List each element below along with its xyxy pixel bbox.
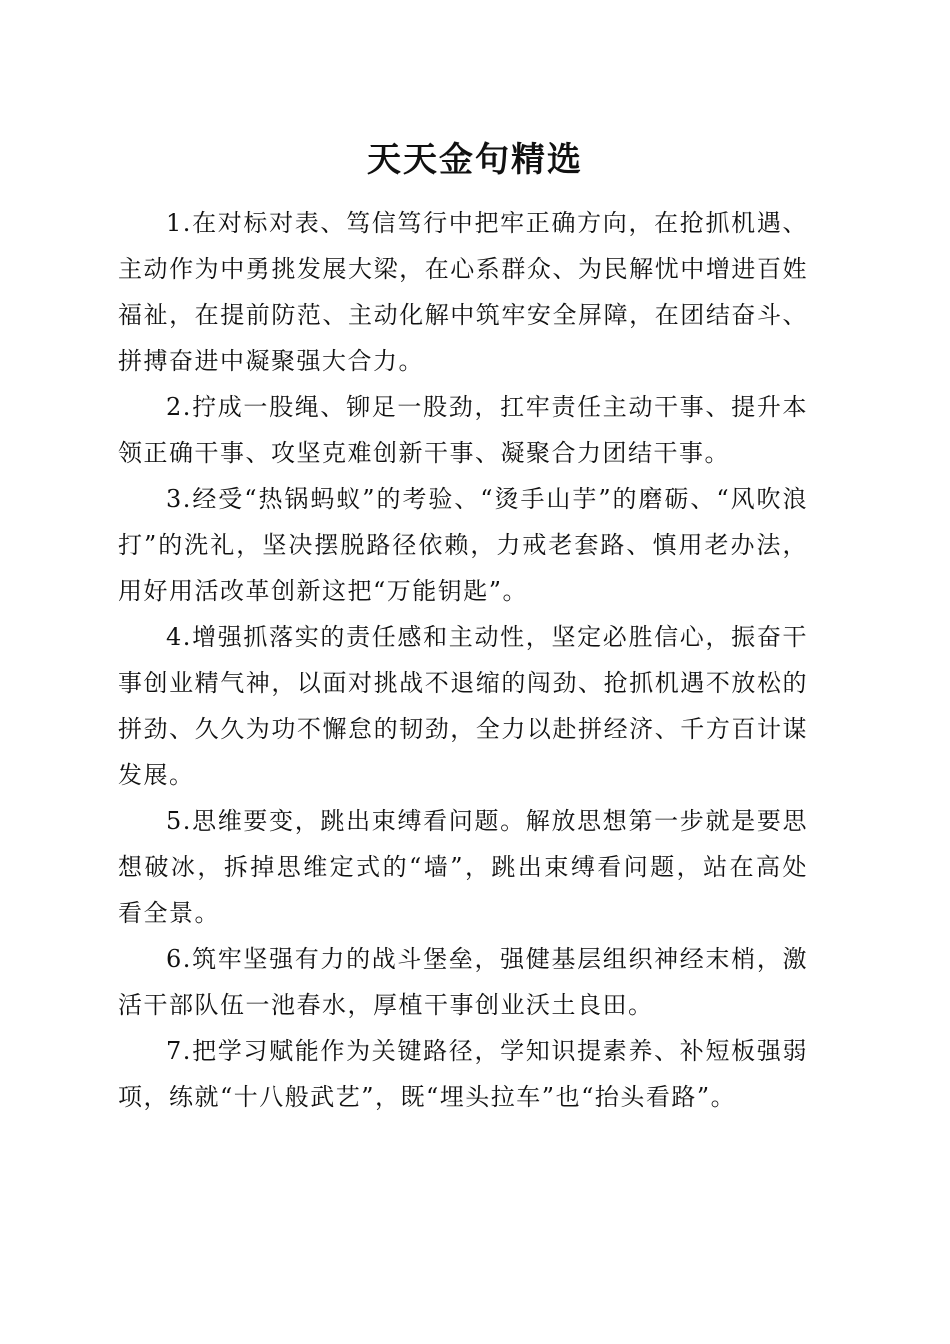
document-body xyxy=(118,200,808,1120)
paragraph-1: 1.在对标对表、笃信笃行中把牢正确方向，在抢抓机遇、主动作为中勇挑发展大梁，在心系群众、为民解忧中增进百姓福祉，在提前防范、主动化解中筑牢安全屏障，在团结奋斗、拼搏奋进中凝聚强大合力。 xyxy=(118,209,808,375)
paragraph-6: 6.筑牢坚强有力的战斗堡垒，强健基层组织神经末梢，激活干部队伍一池春水，厚植干事创业沃土良田。 xyxy=(118,945,808,1019)
paragraph-3: 3.经受“热锅蚂蚁”的考验、“烫手山芋”的磨砺、“风吹浪打”的洗礼，坚决摆脱路径依赖，力戒老套路、慎用老办法，用好用活改革创新这把“万能钥匙”。 xyxy=(118,485,808,605)
paragraph-5: 5.思维要变，跳出束缚看问题。解放思想第一步就是要思想破冰，拆掉思维定式的“墙”，跳出束缚看问题，站在高处看全景。 xyxy=(118,807,808,927)
paragraph-7: 7.把学习赋能作为关键路径，学知识提素养、补短板强弱项，练就“十八般武艺”，既“埋头拉车”也“抬头看路”。 xyxy=(118,1037,808,1111)
paragraph-2: 2.拧成一股绳、铆足一股劲，扛牢责任主动干事、提升本领正确干事、攻坚克难创新干事、凝聚合力团结干事。 xyxy=(118,393,808,467)
paragraph-4: 4.增强抓落实的责任感和主动性，坚定必胜信心，振奋干事创业精气神，以面对挑战不退缩的闯劲、抢抓机遇不放松的拼劲、久久为功不懈怠的韧劲，全力以赴拼经济、千方百计谋发展。 xyxy=(118,623,808,789)
document-title: 天天金句精选 xyxy=(367,140,583,180)
